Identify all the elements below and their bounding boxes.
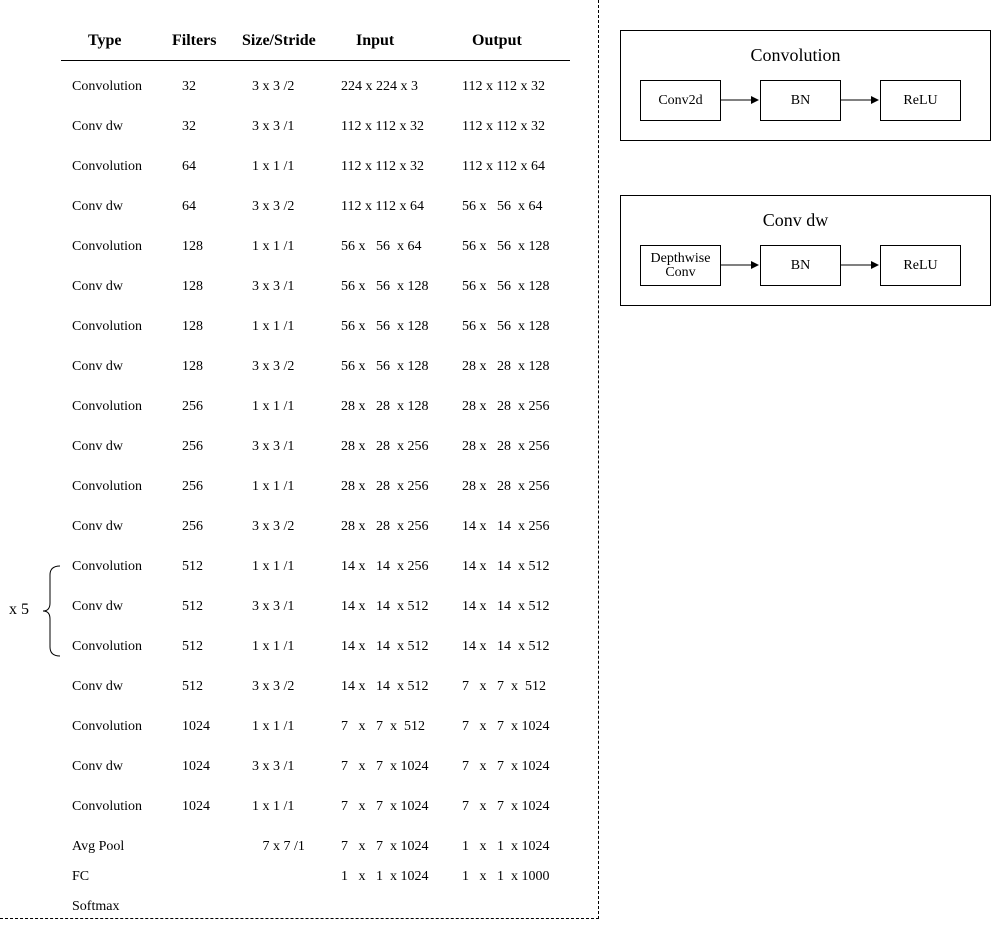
cell-size-stride: 1 x 1 /1 [252,239,295,254]
header-filters: Filters [172,32,217,49]
cell-input: 56 x 56 x 128 [341,359,429,374]
cell-input: 14 x 14 x 512 [341,639,429,654]
cell-filters: 512 [182,679,203,694]
cell-size-stride: 1 x 1 /1 [252,559,295,574]
cell-size-stride: 3 x 3 /2 [252,679,295,694]
cell-type: Conv dw [72,359,123,374]
cell-input: 1 x 1 x 1024 [341,869,429,884]
header-input: Input [356,32,395,49]
cell-input: 224 x 224 x 3 [341,79,418,94]
cell-type: Convolution [72,399,143,414]
cell-input: 7 x 7 x 512 [341,719,425,734]
cell-filters: 512 [182,599,203,614]
cell-output: 56 x 56 x 128 [462,239,550,254]
cell-size-stride: 3 x 3 /1 [252,759,295,774]
cell-filters: 1024 [182,719,210,734]
depthwise-conv-node: Depthwise Conv [640,245,721,286]
cell-output: 28 x 28 x 256 [462,439,550,454]
cell-filters: 256 [182,439,203,454]
cell-size-stride: 3 x 3 /2 [252,199,295,214]
cell-filters: 256 [182,519,203,534]
cell-size-stride: 7 x 7 /1 [252,839,305,854]
cell-input: 112 x 112 x 32 [341,119,424,134]
cell-output: 1 x 1 x 1000 [462,869,550,884]
cell-type: Convolution [72,239,143,254]
bn-node: BN [760,245,841,286]
cell-size-stride: 3 x 3 /1 [252,439,295,454]
convolution-block-title: Convolution [750,45,841,65]
cell-size-stride: 1 x 1 /1 [252,479,295,494]
conv-dw-block-title: Conv dw [762,210,829,230]
cell-filters: 64 [182,199,196,214]
cell-output: 14 x 14 x 512 [462,639,550,654]
cell-type: Conv dw [72,199,123,214]
cell-input: 28 x 28 x 256 [341,439,429,454]
cell-size-stride: 1 x 1 /1 [252,799,295,814]
cell-input: 112 x 112 x 64 [341,199,424,214]
cell-input: 112 x 112 x 32 [341,159,424,174]
cell-type: Conv dw [72,759,123,774]
cell-size-stride: 3 x 3 /2 [252,519,295,534]
cell-filters: 64 [182,159,196,174]
cell-input: 14 x 14 x 256 [341,559,429,574]
cell-output: 112 x 112 x 32 [462,119,545,134]
cell-type: Avg Pool [72,839,125,854]
cell-output: 56 x 56 x 128 [462,319,550,334]
cell-type: Convolution [72,79,143,94]
cell-size-stride: 1 x 1 /1 [252,719,295,734]
cell-input: 28 x 28 x 256 [341,519,429,534]
cell-output: 112 x 112 x 32 [462,79,545,94]
cell-filters: 32 [182,79,196,94]
cell-filters: 128 [182,239,203,254]
cell-output: 7 x 7 x 1024 [462,759,550,774]
repeat-label: x 5 [9,601,29,618]
cell-size-stride: 3 x 3 /1 [252,279,295,294]
header-size-stride: Size/Stride [242,32,316,49]
cell-type: Conv dw [72,279,123,294]
cell-type: Convolution [72,159,143,174]
cell-output: 28 x 28 x 256 [462,479,550,494]
cell-filters: 128 [182,319,203,334]
cell-filters: 128 [182,279,203,294]
cell-input: 7 x 7 x 1024 [341,839,429,854]
cell-output: 1 x 1 x 1024 [462,839,550,854]
cell-output: 7 x 7 x 1024 [462,799,550,814]
cell-type: Conv dw [72,119,123,134]
cell-input: 28 x 28 x 128 [341,399,429,414]
cell-size-stride: 1 x 1 /1 [252,319,295,334]
cell-type: Convolution [72,799,143,814]
cell-size-stride: 3 x 3 /2 [252,359,295,374]
cell-output: 28 x 28 x 256 [462,399,550,414]
cell-output: 56 x 56 x 64 [462,199,543,214]
cell-filters: 256 [182,399,203,414]
cell-input: 28 x 28 x 256 [341,479,429,494]
cell-size-stride: 3 x 3 /2 [252,79,295,94]
cell-input: 56 x 56 x 64 [341,239,422,254]
relu-node: ReLU [880,80,961,121]
cell-type: FC [72,869,90,884]
cell-filters: 512 [182,559,203,574]
cell-type: Softmax [72,899,120,914]
cell-filters: 32 [182,119,196,134]
cell-output: 14 x 14 x 512 [462,599,550,614]
cell-type: Convolution [72,559,143,574]
cell-filters: 512 [182,639,203,654]
header-output: Output [472,32,522,49]
cell-output: 28 x 28 x 128 [462,359,550,374]
cell-output: 112 x 112 x 64 [462,159,545,174]
cell-type: Convolution [72,639,143,654]
relu-node: ReLU [880,245,961,286]
cell-type: Conv dw [72,679,123,694]
header-type: Type [88,32,122,49]
cell-size-stride: 1 x 1 /1 [252,639,295,654]
cell-input: 14 x 14 x 512 [341,599,429,614]
cell-input: 14 x 14 x 512 [341,679,429,694]
cell-input: 7 x 7 x 1024 [341,799,429,814]
cell-size-stride: 3 x 3 /1 [252,119,295,134]
cell-type: Convolution [72,319,143,334]
cell-size-stride: 1 x 1 /1 [252,159,295,174]
cell-output: 7 x 7 x 512 [462,679,546,694]
cell-type: Convolution [72,479,143,494]
cell-output: 56 x 56 x 128 [462,279,550,294]
cell-output: 14 x 14 x 256 [462,519,550,534]
cell-input: 56 x 56 x 128 [341,319,429,334]
cell-filters: 1024 [182,759,210,774]
cell-filters: 1024 [182,799,210,814]
cell-output: 14 x 14 x 512 [462,559,550,574]
cell-type: Conv dw [72,599,123,614]
cell-size-stride: 3 x 3 /1 [252,599,295,614]
cell-output: 7 x 7 x 1024 [462,719,550,734]
cell-filters: 128 [182,359,203,374]
cell-type: Conv dw [72,439,123,454]
cell-input: 7 x 7 x 1024 [341,759,429,774]
cell-filters: 256 [182,479,203,494]
conv2d-node: Conv2d [640,80,721,121]
bn-node: BN [760,80,841,121]
cell-type: Convolution [72,719,143,734]
cell-type: Conv dw [72,519,123,534]
cell-size-stride: 1 x 1 /1 [252,399,295,414]
cell-input: 56 x 56 x 128 [341,279,429,294]
